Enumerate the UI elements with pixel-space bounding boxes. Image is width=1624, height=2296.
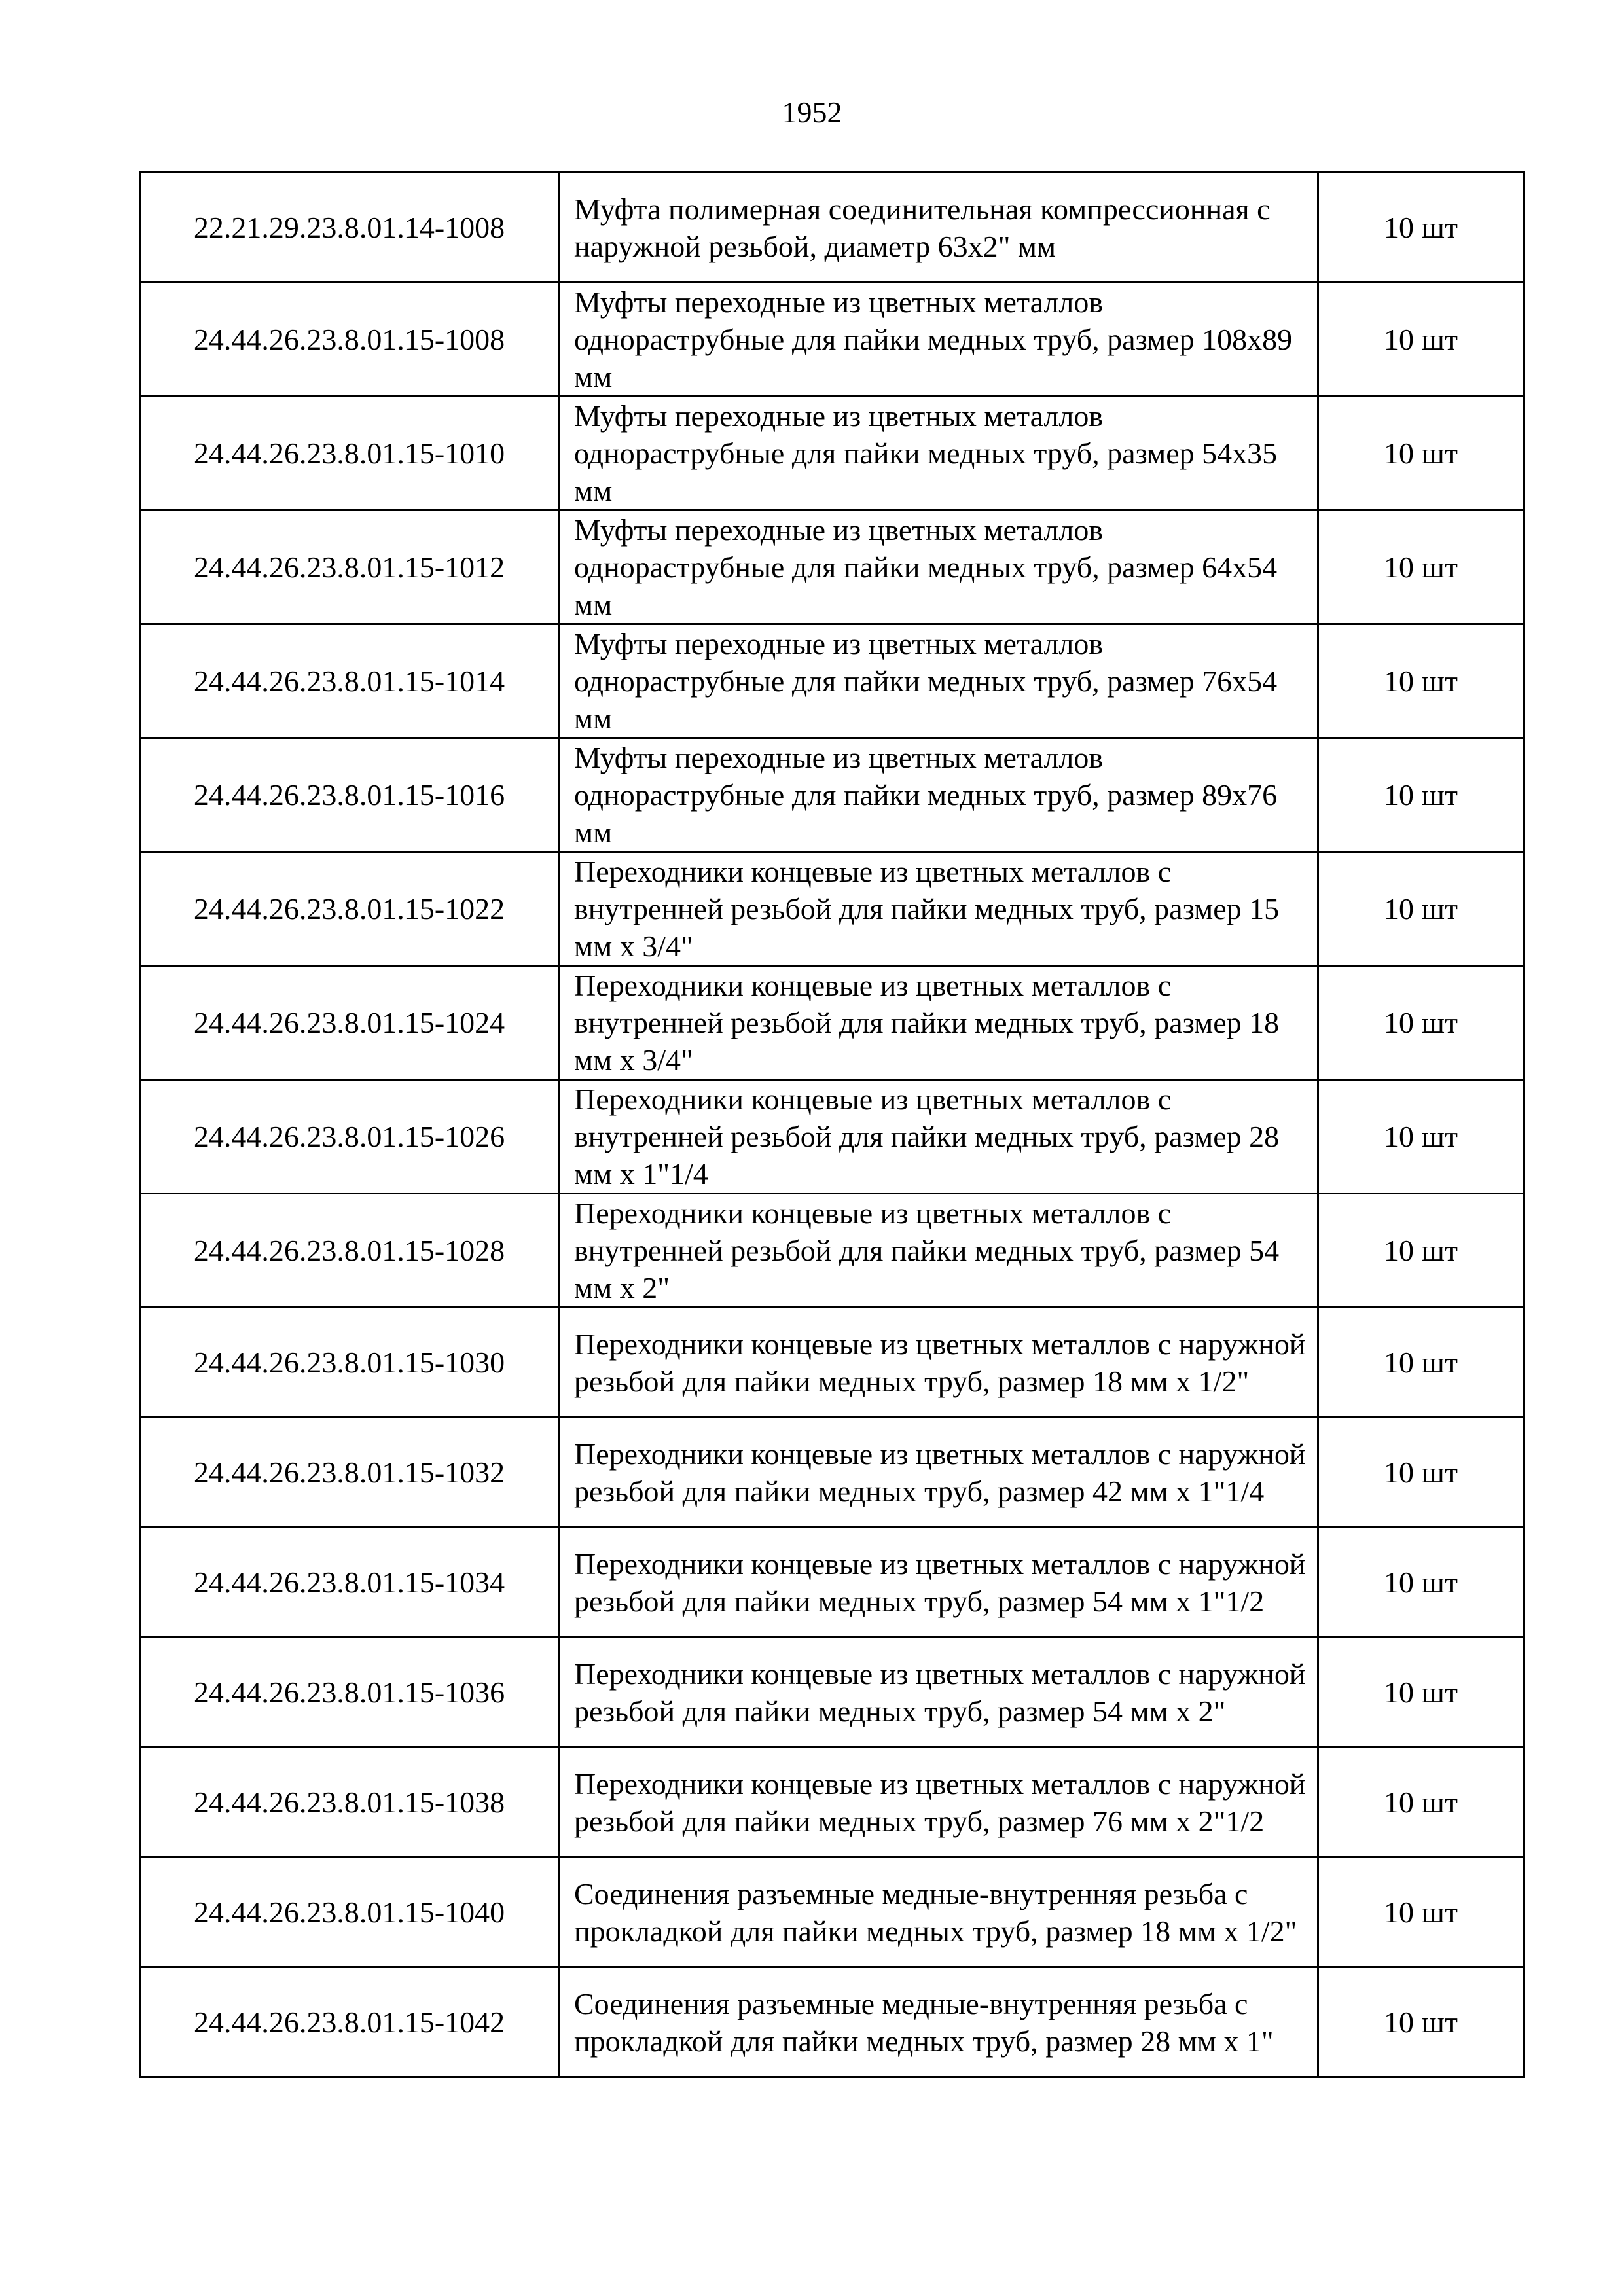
item-code-cell: 24.44.26.23.8.01.15-1032: [140, 1418, 559, 1528]
item-quantity-cell: 10 шт: [1318, 397, 1524, 511]
item-code-cell: 24.44.26.23.8.01.15-1036: [140, 1638, 559, 1748]
item-quantity-cell: 10 шт: [1318, 173, 1524, 283]
item-description-cell: Муфты переходные из цветных металлов однораструбные для пайки медных труб, размер 64х54 мм: [559, 511, 1318, 624]
table-row: [140, 511, 1524, 624]
item-description-cell: Переходники концевые из цветных металлов с внутренней резьбой для пайки медных труб, размер 54 мм х 2": [559, 1194, 1318, 1308]
item-code-cell: 24.44.26.23.8.01.15-1030: [140, 1308, 559, 1418]
item-code-cell: 24.44.26.23.8.01.15-1028: [140, 1194, 559, 1308]
item-quantity-cell: 10 шт: [1318, 1857, 1524, 1967]
item-quantity-cell: 10 шт: [1318, 1528, 1524, 1638]
item-description-cell: Переходники концевые из цветных металлов с наружной резьбой для пайки медных труб, размер 54 мм х 2": [559, 1638, 1318, 1748]
item-description-cell: Муфты переходные из цветных металлов однораструбные для пайки медных труб, размер 89х76 мм: [559, 738, 1318, 852]
table-row: [140, 1528, 1524, 1638]
item-description-cell: Переходники концевые из цветных металлов с наружной резьбой для пайки медных труб, размер 76 мм х 2"1/2: [559, 1748, 1318, 1857]
item-code-cell: 24.44.26.23.8.01.15-1026: [140, 1080, 559, 1194]
table-row: [140, 1418, 1524, 1528]
item-description-cell: Переходники концевые из цветных металлов с наружной резьбой для пайки медных труб, размер 54 мм х 1"1/2: [559, 1528, 1318, 1638]
table-row: [140, 1638, 1524, 1748]
item-code-cell: 24.44.26.23.8.01.15-1042: [140, 1967, 559, 2077]
item-quantity-cell: 10 шт: [1318, 966, 1524, 1080]
table-row: [140, 397, 1524, 511]
item-quantity-cell: 10 шт: [1318, 1308, 1524, 1418]
item-quantity-cell: 10 шт: [1318, 1080, 1524, 1194]
item-code-cell: 24.44.26.23.8.01.15-1040: [140, 1857, 559, 1967]
item-quantity-cell: 10 шт: [1318, 283, 1524, 397]
items-table: [139, 171, 1525, 2078]
item-quantity-cell: 10 шт: [1318, 1967, 1524, 2077]
item-code-cell: 24.44.26.23.8.01.15-1012: [140, 511, 559, 624]
table-row: [140, 852, 1524, 966]
item-description-cell: Переходники концевые из цветных металлов с внутренней резьбой для пайки медных труб, размер 28 мм х 1"1/4: [559, 1080, 1318, 1194]
table-row: [140, 1967, 1524, 2077]
item-code-cell: 24.44.26.23.8.01.15-1034: [140, 1528, 559, 1638]
item-quantity-cell: 10 шт: [1318, 852, 1524, 966]
item-description-cell: Муфты переходные из цветных металлов однораструбные для пайки медных труб, размер 76х54 мм: [559, 624, 1318, 738]
table-row: [140, 738, 1524, 852]
table-row: [140, 1748, 1524, 1857]
item-code-cell: 24.44.26.23.8.01.15-1022: [140, 852, 559, 966]
item-code-cell: 24.44.26.23.8.01.15-1008: [140, 283, 559, 397]
page-number: 1952: [782, 96, 842, 129]
item-description-cell: Муфта полимерная соединительная компрессионная с наружной резьбой, диаметр 63х2" мм: [559, 173, 1318, 283]
table-row: [140, 966, 1524, 1080]
table-row: [140, 173, 1524, 283]
table-row: [140, 1308, 1524, 1418]
item-code-cell: 24.44.26.23.8.01.15-1016: [140, 738, 559, 852]
table-row: [140, 1194, 1524, 1308]
item-description-cell: Переходники концевые из цветных металлов с внутренней резьбой для пайки медных труб, размер 15 мм х 3/4": [559, 852, 1318, 966]
item-code-cell: 24.44.26.23.8.01.15-1014: [140, 624, 559, 738]
item-description-cell: Переходники концевые из цветных металлов с внутренней резьбой для пайки медных труб, размер 18 мм х 3/4": [559, 966, 1318, 1080]
item-quantity-cell: 10 шт: [1318, 1418, 1524, 1528]
item-quantity-cell: 10 шт: [1318, 1748, 1524, 1857]
item-description-cell: Переходники концевые из цветных металлов с наружной резьбой для пайки медных труб, размер 42 мм х 1"1/4: [559, 1418, 1318, 1528]
item-code-cell: 22.21.29.23.8.01.14-1008: [140, 173, 559, 283]
item-quantity-cell: 10 шт: [1318, 624, 1524, 738]
item-code-cell: 24.44.26.23.8.01.15-1024: [140, 966, 559, 1080]
item-quantity-cell: 10 шт: [1318, 511, 1524, 624]
table-row: [140, 1080, 1524, 1194]
item-description-cell: Соединения разъемные медные-внутренняя резьба с прокладкой для пайки медных труб, размер 28 мм х 1": [559, 1967, 1318, 2077]
items-table-body: [140, 173, 1524, 2077]
item-description-cell: Муфты переходные из цветных металлов однораструбные для пайки медных труб, размер 108х89 мм: [559, 283, 1318, 397]
item-quantity-cell: 10 шт: [1318, 1194, 1524, 1308]
table-row: [140, 1857, 1524, 1967]
table-row: [140, 624, 1524, 738]
item-description-cell: Муфты переходные из цветных металлов однораструбные для пайки медных труб, размер 54х35 мм: [559, 397, 1318, 511]
item-code-cell: 24.44.26.23.8.01.15-1010: [140, 397, 559, 511]
item-quantity-cell: 10 шт: [1318, 1638, 1524, 1748]
table-row: [140, 283, 1524, 397]
item-code-cell: 24.44.26.23.8.01.15-1038: [140, 1748, 559, 1857]
item-quantity-cell: 10 шт: [1318, 738, 1524, 852]
item-description-cell: Переходники концевые из цветных металлов с наружной резьбой для пайки медных труб, размер 18 мм х 1/2": [559, 1308, 1318, 1418]
item-description-cell: Соединения разъемные медные-внутренняя резьба с прокладкой для пайки медных труб, размер 18 мм х 1/2": [559, 1857, 1318, 1967]
